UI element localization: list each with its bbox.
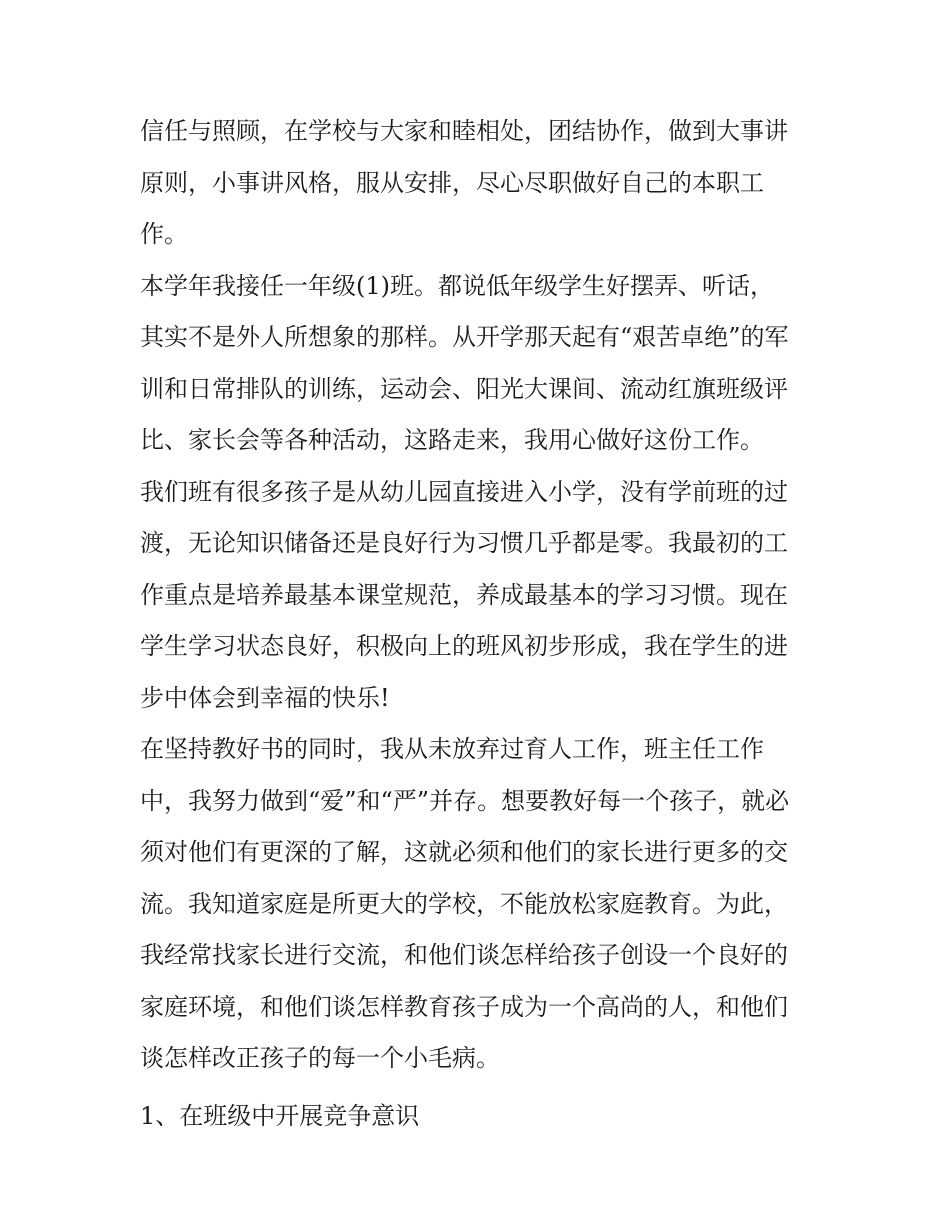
text-line: 在坚持教好书的同时，我从未放弃过育人工作，班主任工作 xyxy=(140,735,764,763)
text-line: 我经常找家长进行交流，和他们谈怎样给孩子创设一个良好的 xyxy=(140,941,788,969)
text-line: 谈怎样改正孩子的每一个小毛病。 xyxy=(140,1044,500,1072)
text-line: 渡，无论知识储备还是良好行为习惯几乎都是零。我最初的工 xyxy=(140,529,788,557)
text-line: 原则，小事讲风格，服从安排，尽心尽职做好自己的本职工 xyxy=(140,168,764,197)
text-line: 信任与照顾，在学校与大家和睦相处，团结协作，做到大事讲 xyxy=(140,117,788,145)
text-line: 步中体会到幸福的快乐! xyxy=(140,683,390,712)
text-line: 须对他们有更深的了解，这就必须和他们的家长进行更多的交 xyxy=(140,838,788,866)
text-line: 流。我知道家庭是所更大的学校，不能放松家庭教育。为此， xyxy=(140,889,788,918)
section-heading: 1、在班级中开展竞争意识 xyxy=(140,1101,420,1130)
text-line: 作重点是培养最基本课堂规范，养成最基本的学习习惯。现在 xyxy=(140,580,788,609)
text-line: 我们班有很多孩子是从幼儿园直接进入小学，没有学前班的过 xyxy=(140,477,788,506)
text-line: 学生学习状态良好，积极向上的班风初步形成，我在学生的进 xyxy=(140,632,788,660)
text-line: 训和日常排队的训练，运动会、阳光大课间、流动红旗班级评 xyxy=(140,374,788,403)
document-body xyxy=(140,106,820,1142)
text-line: 其实不是外人所想象的那样。从开学那天起有“艰苦卓绝”的军 xyxy=(140,323,789,351)
text-line: 家庭环境，和他们谈怎样教育孩子成为一个高尚的人，和他们 xyxy=(140,992,788,1021)
text-line: 作。 xyxy=(140,220,188,248)
text-line: 本学年我接任一年级(1)班。都说低年级学生好摆弄、听话， xyxy=(140,271,774,300)
text-line: 中，我努力做到“爱”和“严”并存。想要教好每一个孩子，就必 xyxy=(140,786,790,815)
text-line: 比、家长会等各种活动，这路走来，我用心做好这份工作。 xyxy=(140,426,764,454)
